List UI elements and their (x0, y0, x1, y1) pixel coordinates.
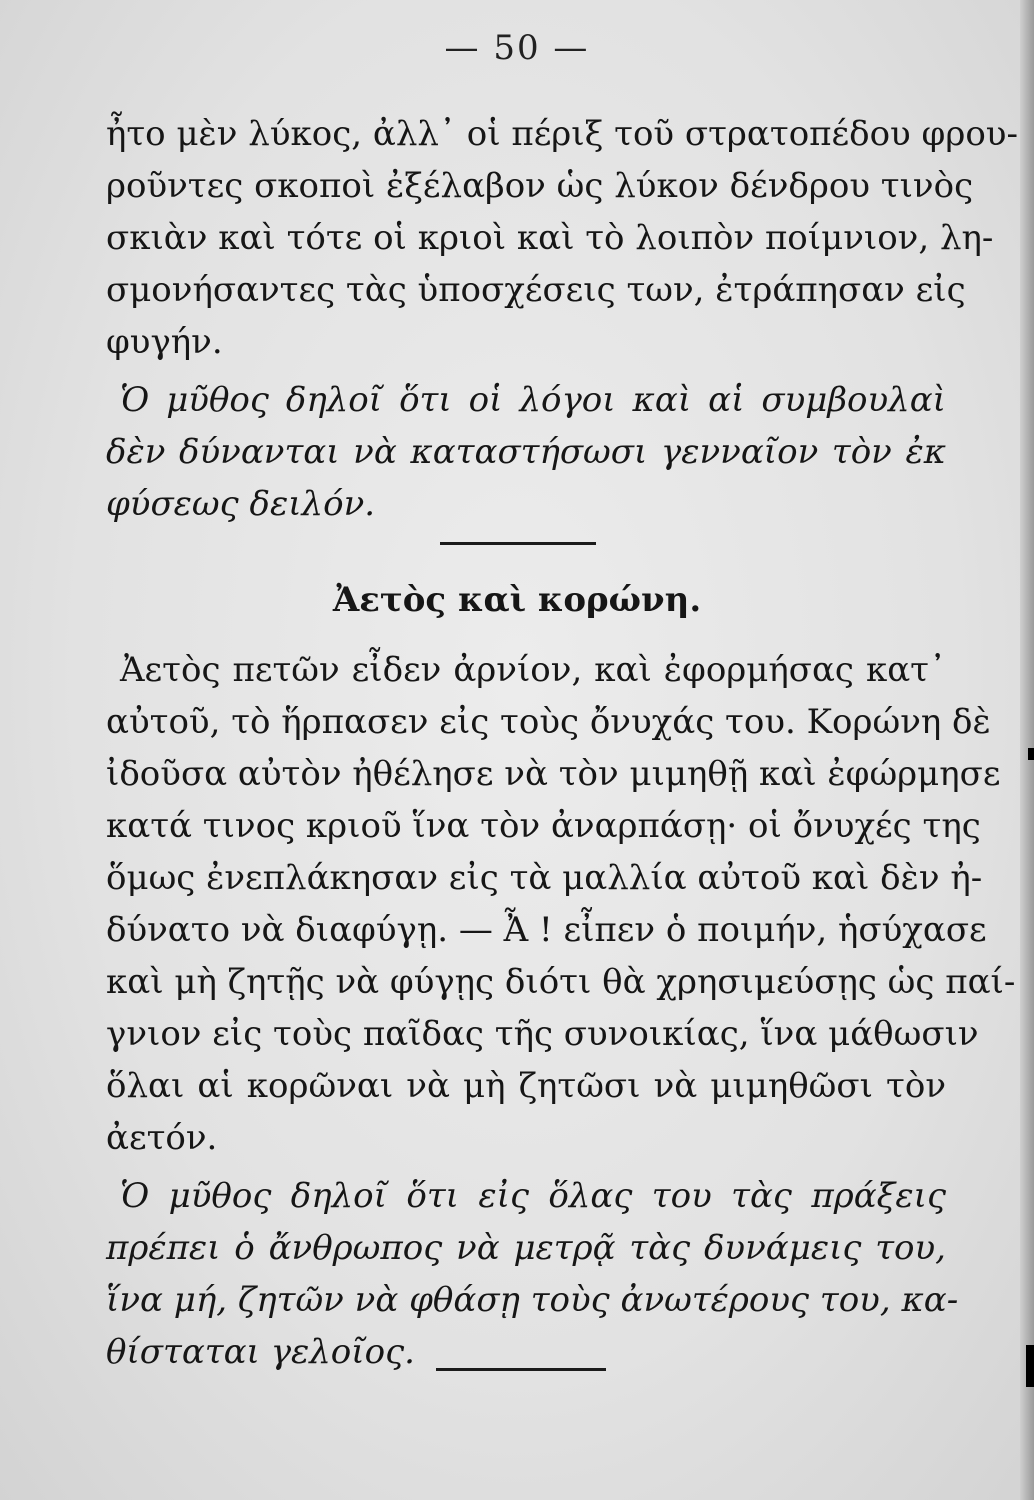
moral-line: θίσταται γελοῖος. (106, 1332, 415, 1372)
moral-line: πρέπει ὁ ἄνθρωπος νὰ μετρᾷ τὰς δυνάμεις του, (106, 1228, 946, 1268)
text-line: Ἀετὸς πετῶν εἶδεν ἀρνίον, καὶ ἐφορμήσας κατ᾽ (120, 650, 946, 690)
text-line: ἦτο μὲν λύκος, ἀλλ᾽ οἱ πέριξ τοῦ στρατοπέδου φρου- (106, 114, 1018, 154)
text-line: ὅμως ἐνεπλάκησαν εἰς τὰ μαλλία αὐτοῦ καὶ δὲν ἠ- (106, 858, 983, 898)
text-line: γνιον εἰς τοὺς παῖδας τῆς συνοικίας, ἵνα μάθωσιν (106, 1014, 979, 1054)
text-line: ἰδοῦσα αὐτὸν ἠθέλησε νὰ τὸν μιμηθῇ καὶ ἐφώρμησε (106, 754, 1001, 794)
edge-mark (1026, 1345, 1034, 1387)
edge-mark (1028, 748, 1034, 760)
moral-line: Ὁ μῦθος δηλοῖ ὅτι οἱ λόγοι καὶ αἱ συμβουλαὶ (120, 380, 946, 420)
moral-line: ἵνα μή, ζητῶν νὰ φθάσῃ τοὺς ἀνωτέρους του, κα- (106, 1280, 959, 1320)
text-line: ὅλαι αἱ κορῶναι νὰ μὴ ζητῶσι νὰ μιμηθῶσι τὸν (106, 1066, 946, 1106)
page-number: — 50 — (444, 28, 590, 68)
moral-line: φύσεως δειλόν. (106, 484, 376, 524)
moral-line: Ὁ μῦθος δηλοῖ ὅτι εἰς ὅλας του τὰς πράξεις (120, 1176, 946, 1216)
text-line: κατά τινος κριοῦ ἵνα τὸν ἀναρπάσῃ· οἱ ὄνυχές της (106, 806, 981, 846)
text-line: αὐτοῦ, τὸ ἥρπασεν εἰς τοὺς ὄνυχάς του. Κορώνη δὲ (106, 702, 991, 742)
text-line: σκιὰν καὶ τότε οἱ κριοὶ καὶ τὸ λοιπὸν ποίμνιον, λη- (106, 218, 994, 258)
text-line: δύνατο νὰ διαφύγῃ. — Ἆ ! εἶπεν ὁ ποιμήν, ἡσύχασε (106, 910, 987, 950)
moral-line: δὲν δύνανται νὰ καταστήσωσι γενναῖον τὸν ἐκ (106, 432, 946, 472)
section-divider (436, 1368, 606, 1371)
fable-title: Ἀετὸς καὶ κορώνη. (332, 580, 702, 620)
text-line: καὶ μὴ ζητῇς νὰ φύγῃς διότι θὰ χρησιμεύσῃς ὡς παί- (106, 962, 1016, 1002)
text-line: ροῦντες σκοποὶ ἐξέλαβον ὡς λύκον δένδρου τινὸς (106, 166, 974, 206)
text-line: σμονήσαντες τὰς ὑποσχέσεις των, ἐτράπησαν εἰς (106, 270, 966, 310)
text-line: ἀετόν. (106, 1118, 218, 1158)
section-divider (440, 542, 596, 545)
text-line: φυγήν. (106, 322, 223, 362)
